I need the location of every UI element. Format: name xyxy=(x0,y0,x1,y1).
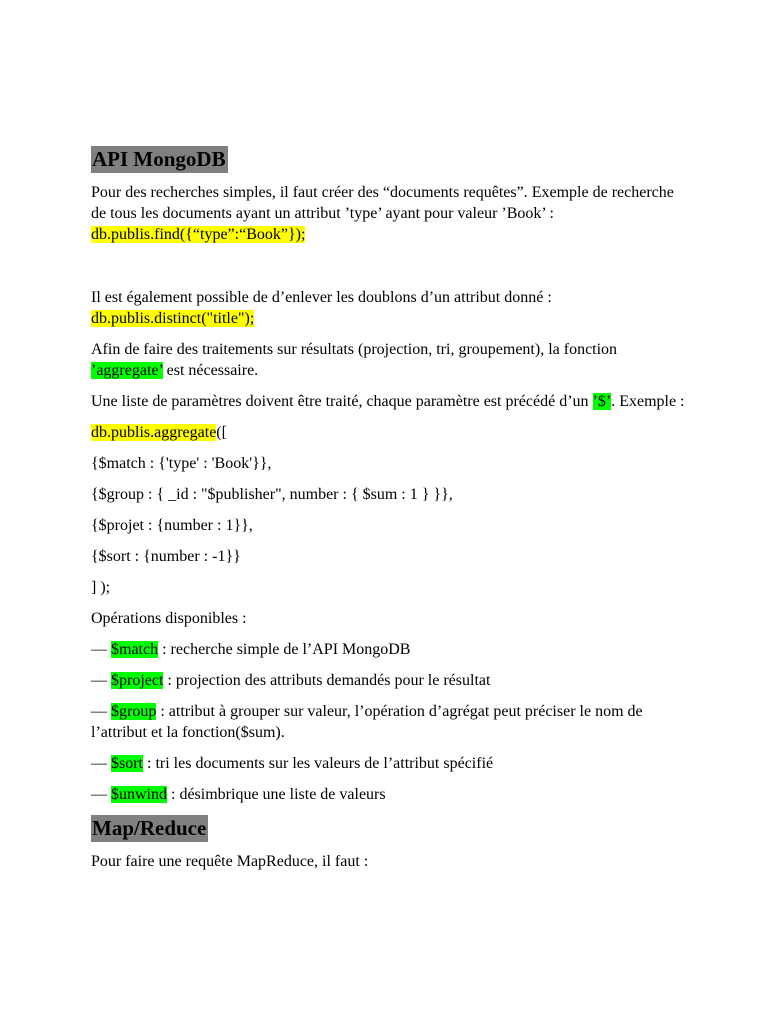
op-item-group xyxy=(91,701,691,743)
find-code: db.publis.find({“type”:“Book”}); xyxy=(91,226,306,243)
params-text-2: . Exemple : xyxy=(611,393,685,410)
example-line: {$projet : {number : 1}}, xyxy=(91,517,253,534)
example-line: {$match : {'type' : 'Book'}}, xyxy=(91,455,272,472)
dollar-keyword: ’$’ xyxy=(592,393,612,410)
aggregate-keyword: ’aggregate’ xyxy=(91,362,163,379)
example-open: ([ xyxy=(216,424,227,441)
params-text-1: Une liste de paramètres doivent être traité, chaque paramètre est précédé d’un xyxy=(91,393,593,410)
aggregate-text-2: est nécessaire. xyxy=(162,362,259,379)
op-desc: : recherche simple de l’API MongoDB xyxy=(158,641,411,658)
aggregate-text-1: Afin de faire des traitements sur résultats (projection, tri, groupement), la fonction xyxy=(91,341,618,358)
op-item-match xyxy=(91,639,691,660)
op-keyword: $unwind xyxy=(111,786,167,803)
op-dash: — xyxy=(91,703,111,720)
heading-map-reduce: Map/Reduce xyxy=(92,816,207,840)
op-dash: — xyxy=(91,641,111,658)
distinct-code: db.publis.distinct("title"); xyxy=(91,310,255,327)
spacer xyxy=(91,255,691,287)
op-desc: : tri les documents sur les valeurs de l’attribut spécifié xyxy=(143,755,494,772)
example-line: {$group : { _id : "$publisher", number : { $sum : 1 } }}, xyxy=(91,486,453,503)
params-paragraph xyxy=(91,391,691,412)
ops-title: Opérations disponibles : xyxy=(91,610,247,627)
op-item-sort xyxy=(91,753,691,774)
op-desc: : désimbrique une liste de valeurs xyxy=(167,786,386,803)
aggregate-code: db.publis.aggregate xyxy=(91,424,217,441)
heading-api-mongodb: API MongoDB xyxy=(92,147,226,171)
intro-paragraph xyxy=(91,182,691,245)
example-call-line xyxy=(91,422,691,443)
op-desc: : projection des attributs demandés pour le résultat xyxy=(163,672,491,689)
aggregate-paragraph xyxy=(91,339,691,381)
op-dash: — xyxy=(91,786,111,803)
op-dash: — xyxy=(91,672,111,689)
intro-text: Pour des recherches simples, il faut créer des “documents requêtes”. Exemple de recherche de tous les documents ayant un attribut ’type’ ayant pour valeur ’Book’ : xyxy=(91,184,674,222)
op-keyword: $project xyxy=(111,672,164,689)
example-line: {$sort : {number : -1}} xyxy=(91,548,241,565)
op-item-project xyxy=(91,670,691,691)
distinct-paragraph xyxy=(91,287,691,329)
mapreduce-intro: Pour faire une requête MapReduce, il faut : xyxy=(91,853,369,870)
op-item-unwind xyxy=(91,784,691,805)
example-line: ] ); xyxy=(91,579,111,596)
distinct-text: Il est également possible de d’enlever les doublons d’un attribut donné : xyxy=(91,289,552,306)
op-desc: : attribut à grouper sur valeur, l’opération d’agrégat peut préciser le nom de l’attribut et la fonction($sum). xyxy=(91,703,643,741)
op-keyword: $match xyxy=(111,641,159,658)
op-dash: — xyxy=(91,755,111,772)
document-content xyxy=(91,146,691,882)
op-keyword: $group xyxy=(111,703,157,720)
op-keyword: $sort xyxy=(111,755,143,772)
